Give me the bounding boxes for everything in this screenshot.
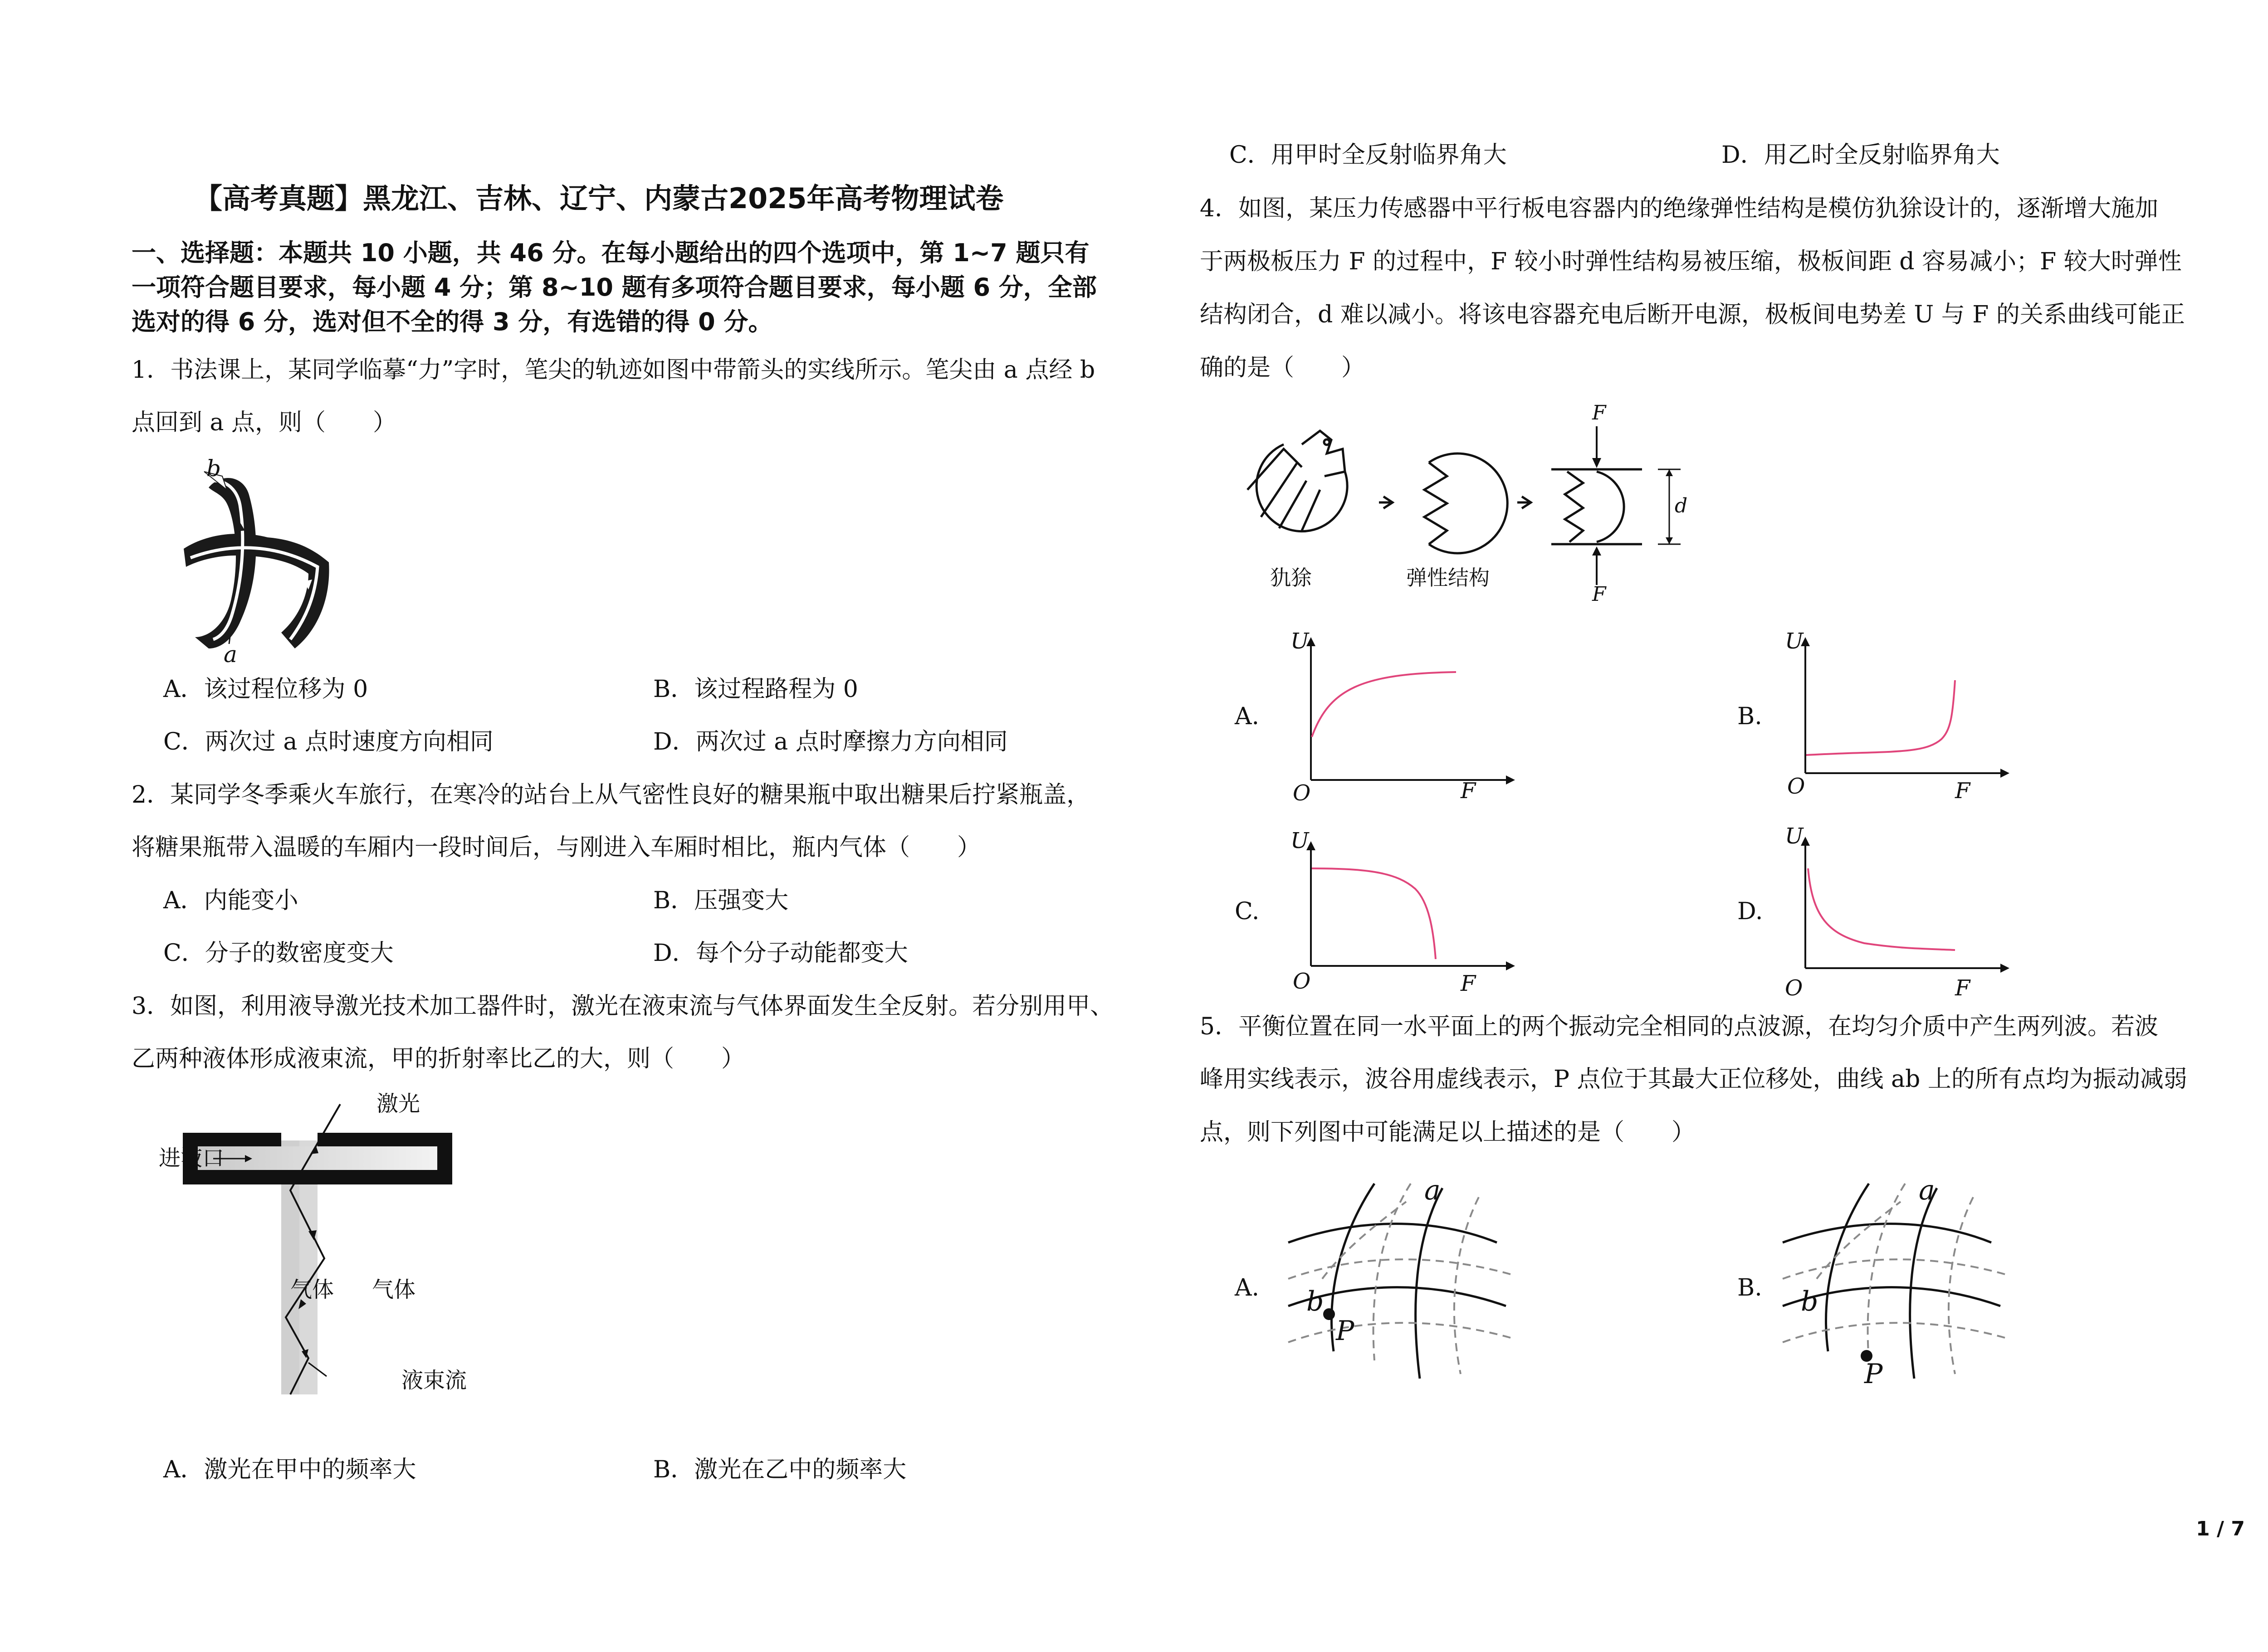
axis-label-origin: O <box>1785 975 1803 1001</box>
q3-option-b: B．激光在乙中的频率大 <box>653 1456 907 1483</box>
q5a-label-a: a <box>1424 1174 1441 1206</box>
q3-option-c: C．用甲时全反射临界角大 <box>1229 141 1507 169</box>
q4-graph-a <box>1279 626 1524 807</box>
axis-label-origin: O <box>1293 780 1311 806</box>
axis-label-origin: O <box>1787 774 1805 799</box>
section-title-line-1: 一、选择题：本题共 10 小题，共 46 分。在每小题给出的四个选项中，第 1~7 题只有 <box>132 239 1090 267</box>
q5-stem-line-3: 点，则下列图中可能满足以上描述的是（ ） <box>1200 1119 1696 1146</box>
q5-wave-figure-a <box>1279 1170 1533 1406</box>
page-number: 1 / 7 <box>2196 1517 2245 1540</box>
q4-sensor-figure <box>1234 399 1755 603</box>
q2-option-c: C．分子的数密度变大 <box>163 940 394 967</box>
q2-option-a: A．内能变小 <box>163 887 298 914</box>
axis-label-u: U <box>1290 629 1309 654</box>
axis-label-f: F <box>1461 778 1476 804</box>
q1-stem-line-1: 1．书法课上，某同学临摹“力”字时，笔尖的轨迹如图中带箭头的实线所示。笔尖由 a 点经 b <box>132 356 1095 384</box>
q1-option-d: D．两次过 a 点时摩擦力方向相同 <box>653 728 1008 755</box>
q4-stem-line-3: 结构闭合，d 难以减小。将该电容器充电后断开电源，极板间电势差 U 与 F 的关系曲线可能正 <box>1200 301 2185 328</box>
q4-graph-b <box>1774 626 2019 807</box>
armadillo-icon <box>1247 431 1347 531</box>
q1-label-a: a <box>224 641 237 667</box>
axis-label-f: F <box>1461 971 1476 996</box>
q1-option-a: A．该过程位移为 0 <box>163 676 368 703</box>
q4-graph-c <box>1279 830 1524 998</box>
q2-option-d: D．每个分子动能都变大 <box>653 940 908 967</box>
q2-option-b: B．压强变大 <box>653 887 789 914</box>
q5-option-a-label: A. <box>1235 1274 1260 1301</box>
compressed-structure-icon <box>1551 469 1642 544</box>
q4-stem-line-2: 于两极板压力 F 的过程中，F 较小时弹性结构易被压缩，极板间距 d 容易减小；F 较大时弹性 <box>1200 248 2182 275</box>
q3-label-stream: 液束流 <box>401 1368 467 1393</box>
q4-option-d-label: D. <box>1737 898 1763 925</box>
q4-graph-d <box>1774 825 2019 1002</box>
q1-label-b: b <box>206 455 221 482</box>
q5b-label-a: a <box>1919 1174 1935 1206</box>
q4-label-force-bottom: F <box>1592 583 1606 603</box>
q5-stem-line-1: 5．平衡位置在同一水平面上的两个振动完全相同的点波源，在均匀介质中产生两列波。若波 <box>1200 1013 2159 1040</box>
q1-stem-line-2: 点回到 a 点，则（ ） <box>132 409 397 436</box>
q1-calligraphy-figure <box>159 453 349 667</box>
section-title-line-3: 选对的得 6 分，选对但不全的得 3 分，有选错的得 0 分。 <box>132 307 773 336</box>
q4-option-b-label: B. <box>1737 703 1762 730</box>
axis-label-u: U <box>1290 830 1309 853</box>
q4-label-force-top: F <box>1592 401 1606 424</box>
q3-stem-line-2: 乙两种液体形成液束流，甲的折射率比乙的大，则（ ） <box>132 1045 745 1072</box>
q3-option-a: A．激光在甲中的频率大 <box>163 1456 416 1483</box>
q4-stem-line-4: 确的是（ ） <box>1200 354 1365 381</box>
q5b-label-p: P <box>1864 1358 1883 1390</box>
axis-label-u: U <box>1785 629 1804 654</box>
q2-stem-line-2: 将糖果瓶带入温暖的车厢内一段时间后，与刚进入车厢时相比，瓶内气体（ ） <box>132 834 981 861</box>
q3-label-gas-left: 气体 <box>290 1277 334 1302</box>
q5-wave-figure-b <box>1774 1170 2028 1406</box>
section-title-line-2: 一项符合题目要求，每小题 4 分；第 8~10 题有多项符合题目要求，每小题 6 分，全部 <box>132 273 1097 302</box>
q4-label-gap: d <box>1675 494 1688 517</box>
q2-stem-line-1: 2．某同学冬季乘火车旅行，在寒冷的站台上从气密性良好的糖果瓶中取出糖果后拧紧瓶盖， <box>132 781 1090 809</box>
exam-title: 【高考真题】黑龙江、吉林、辽宁、内蒙古2025年高考物理试卷 <box>194 182 1004 215</box>
q5-stem-line-2: 峰用实线表示，波谷用虚线表示，P 点位于其最大正位移处，曲线 ab 上的所有点均为振动减弱 <box>1200 1066 2187 1093</box>
q1-option-c: C．两次过 a 点时速度方向相同 <box>163 728 494 755</box>
axis-label-f: F <box>1955 975 1970 1001</box>
axis-label-f: F <box>1955 778 1970 804</box>
axis-label-u: U <box>1785 825 1804 849</box>
axis-label-origin: O <box>1293 969 1311 994</box>
q4-option-a-label: A. <box>1235 703 1260 730</box>
q4-stem-line-1: 4．如图，某压力传感器中平行板电容器内的绝缘弹性结构是模仿犰狳设计的，逐渐增大施加 <box>1200 195 2159 222</box>
q3-label-inlet: 进液口 <box>159 1145 225 1171</box>
q1-option-b: B．该过程路程为 0 <box>653 676 858 703</box>
q5a-label-p: P <box>1336 1315 1354 1347</box>
q3-stem-line-1: 3．如图，利用液导激光技术加工器件时，激光在液束流与气体界面发生全反射。若分别用甲、 <box>132 993 1114 1020</box>
q5a-label-b: b <box>1306 1286 1324 1317</box>
q5b-label-b: b <box>1801 1286 1818 1317</box>
q3-label-laser: 激光 <box>376 1091 420 1116</box>
q4-option-c-label: C. <box>1235 898 1260 925</box>
q3-option-d: D．用乙时全反射临界角大 <box>1721 141 2000 169</box>
q3-label-gas-right: 气体 <box>372 1277 416 1302</box>
q4-label-armadillo: 犰狳 <box>1270 565 1312 590</box>
elastic-structure-icon <box>1424 453 1507 553</box>
q4-label-structure: 弹性结构 <box>1406 565 1490 590</box>
q5-option-b-label: B. <box>1737 1274 1762 1301</box>
q3-laser-figure <box>154 1086 517 1449</box>
